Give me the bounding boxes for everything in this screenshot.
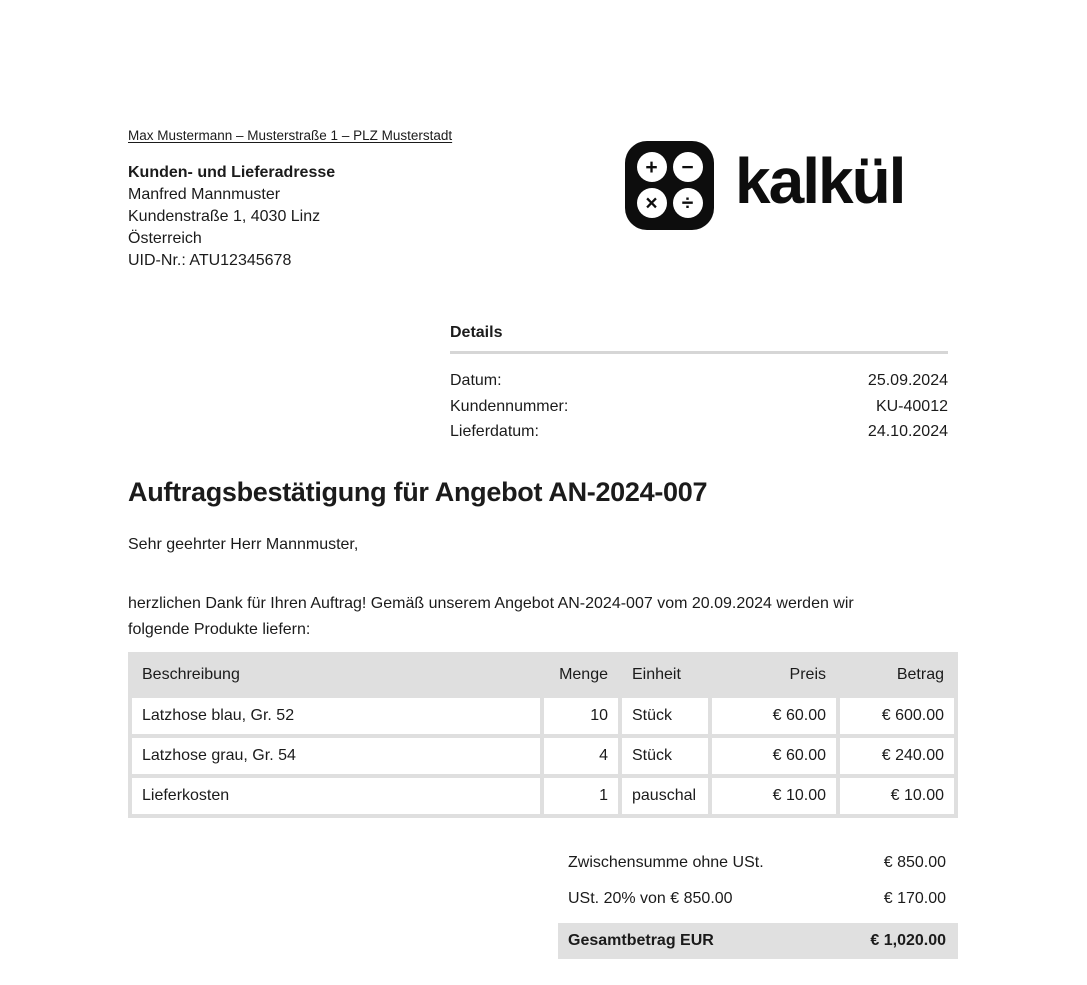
item-description: Latzhose grau, Gr. 54 bbox=[132, 738, 540, 774]
intro-paragraph bbox=[128, 591, 968, 643]
table-row bbox=[132, 778, 954, 814]
divide-icon: ÷ bbox=[673, 188, 703, 218]
item-unit: pauschal bbox=[622, 778, 708, 814]
vat-label: USt. 20% von € 850.00 bbox=[568, 890, 733, 907]
items-table-wrapper bbox=[128, 652, 958, 818]
multiply-icon: × bbox=[637, 188, 667, 218]
table-header-row bbox=[132, 656, 954, 694]
table-row bbox=[132, 698, 954, 734]
intro-line: folgende Produkte liefern: bbox=[128, 621, 311, 638]
divider bbox=[450, 351, 948, 354]
detail-row-lieferdatum bbox=[450, 419, 948, 445]
page-title: Auftragsbestätigung für Angebot AN-2024-007 bbox=[128, 477, 708, 507]
recipient-address-block bbox=[128, 162, 335, 272]
calculator-icon bbox=[625, 141, 714, 230]
address-heading: Kunden- und Lieferadresse bbox=[128, 164, 336, 181]
grand-total-label: Gesamtbetrag EUR bbox=[568, 932, 714, 949]
sender-line: Max Mustermann – Musterstraße 1 – PLZ Musterstadt bbox=[128, 128, 453, 143]
subtotal-value: € 850.00 bbox=[883, 854, 946, 871]
minus-icon: − bbox=[673, 152, 703, 182]
address-line: Manfred Mannmuster bbox=[128, 186, 281, 203]
salutation: Sehr geehrter Herr Mannmuster, bbox=[128, 536, 359, 553]
plus-icon: + bbox=[637, 152, 667, 182]
detail-value: KU-40012 bbox=[875, 397, 948, 415]
detail-label: Datum: bbox=[450, 372, 502, 389]
detail-label: Lieferdatum: bbox=[450, 423, 539, 440]
address-line: UID-Nr.: ATU12345678 bbox=[128, 252, 292, 269]
detail-row-datum bbox=[450, 368, 948, 394]
header-betrag: Betrag bbox=[896, 666, 944, 683]
subtotal-label: Zwischensumme ohne USt. bbox=[568, 854, 764, 871]
item-unit: Stück bbox=[622, 738, 708, 774]
header-preis: Preis bbox=[789, 666, 826, 683]
totals-section bbox=[558, 845, 958, 959]
vat-row bbox=[558, 881, 958, 917]
intro-line: herzlichen Dank für Ihren Auftrag! Gemäß unserem Angebot AN-2024-007 vom 20.09.2024 werden wir bbox=[128, 595, 854, 612]
detail-value: 24.10.2024 bbox=[867, 423, 948, 440]
item-amount: € 10.00 bbox=[840, 778, 954, 814]
table-row bbox=[132, 738, 954, 774]
item-price: € 60.00 bbox=[712, 738, 836, 774]
header-menge: Menge bbox=[559, 666, 608, 683]
detail-label: Kundennummer: bbox=[450, 397, 569, 415]
item-description: Lieferkosten bbox=[132, 778, 540, 814]
header-einheit: Einheit bbox=[632, 666, 681, 683]
detail-value: 25.09.2024 bbox=[867, 372, 948, 389]
grand-total-value: € 1,020.00 bbox=[870, 932, 946, 949]
item-qty: 10 bbox=[544, 698, 618, 734]
item-price: € 60.00 bbox=[712, 698, 836, 734]
subtotal-row bbox=[558, 845, 958, 881]
item-qty: 4 bbox=[544, 738, 618, 774]
item-price: € 10.00 bbox=[712, 778, 836, 814]
detail-row-kundennummer bbox=[450, 394, 948, 420]
item-amount: € 600.00 bbox=[840, 698, 954, 734]
items-table bbox=[128, 652, 958, 818]
logo-wordmark: kalkül bbox=[735, 145, 905, 217]
company-logo bbox=[625, 140, 904, 230]
item-amount: € 240.00 bbox=[840, 738, 954, 774]
details-section bbox=[450, 324, 948, 445]
address-line: Österreich bbox=[128, 230, 202, 247]
header-beschreibung: Beschreibung bbox=[142, 666, 240, 683]
vat-value: € 170.00 bbox=[883, 890, 946, 907]
grand-total-row bbox=[558, 923, 958, 959]
item-qty: 1 bbox=[544, 778, 618, 814]
item-description: Latzhose blau, Gr. 52 bbox=[132, 698, 540, 734]
address-line: Kundenstraße 1, 4030 Linz bbox=[128, 208, 321, 225]
item-unit: Stück bbox=[622, 698, 708, 734]
details-title: Details bbox=[450, 324, 503, 341]
details-rows bbox=[450, 368, 948, 445]
